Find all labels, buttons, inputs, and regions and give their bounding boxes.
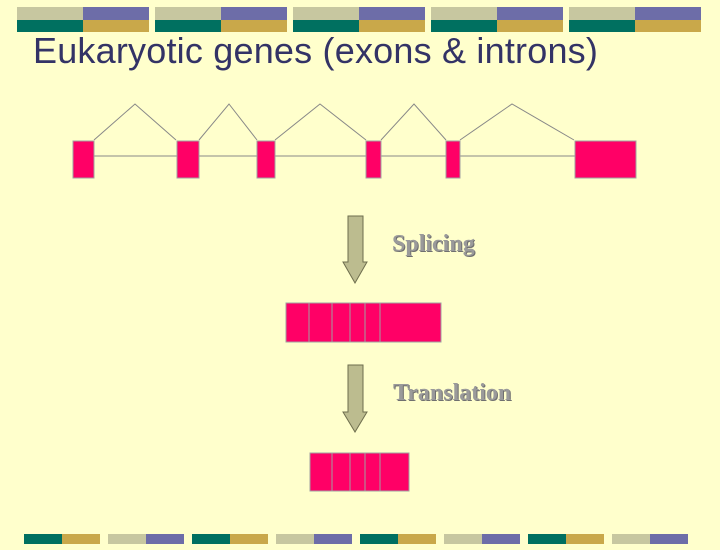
bottom-decor-block: [24, 534, 100, 544]
exon-block: [73, 141, 94, 178]
exon-block: [446, 141, 460, 178]
slide-title: Eukaryotic genes (exons & introns): [33, 30, 599, 71]
exon-block: [177, 141, 199, 178]
bottom-decor-block: [444, 534, 520, 544]
exon-block: [257, 141, 275, 178]
exon-block: [366, 141, 381, 178]
down-arrow-icon: [343, 216, 367, 283]
bottom-decor-block: [360, 534, 436, 544]
splicing-label: Splicing: [392, 231, 475, 257]
protein-strip: [310, 453, 409, 491]
down-arrow-icon: [343, 365, 367, 432]
bottom-decor-block: [276, 534, 352, 544]
translation-label: Translation: [393, 380, 512, 406]
bottom-decor-block: [192, 534, 268, 544]
intron-chevron: [460, 104, 574, 140]
spliced-mrna: [286, 303, 441, 342]
intron-chevron: [381, 104, 446, 140]
intron-chevron: [94, 104, 176, 140]
bottom-decor-block: [528, 534, 604, 544]
intron-chevron: [199, 104, 257, 140]
bottom-decor-bar: [0, 530, 720, 550]
protein-block: [310, 453, 409, 491]
bottom-decor-block: [612, 534, 688, 544]
intron-chevron: [275, 104, 366, 140]
bottom-decor-block: [108, 534, 184, 544]
exon-block: [575, 141, 636, 178]
